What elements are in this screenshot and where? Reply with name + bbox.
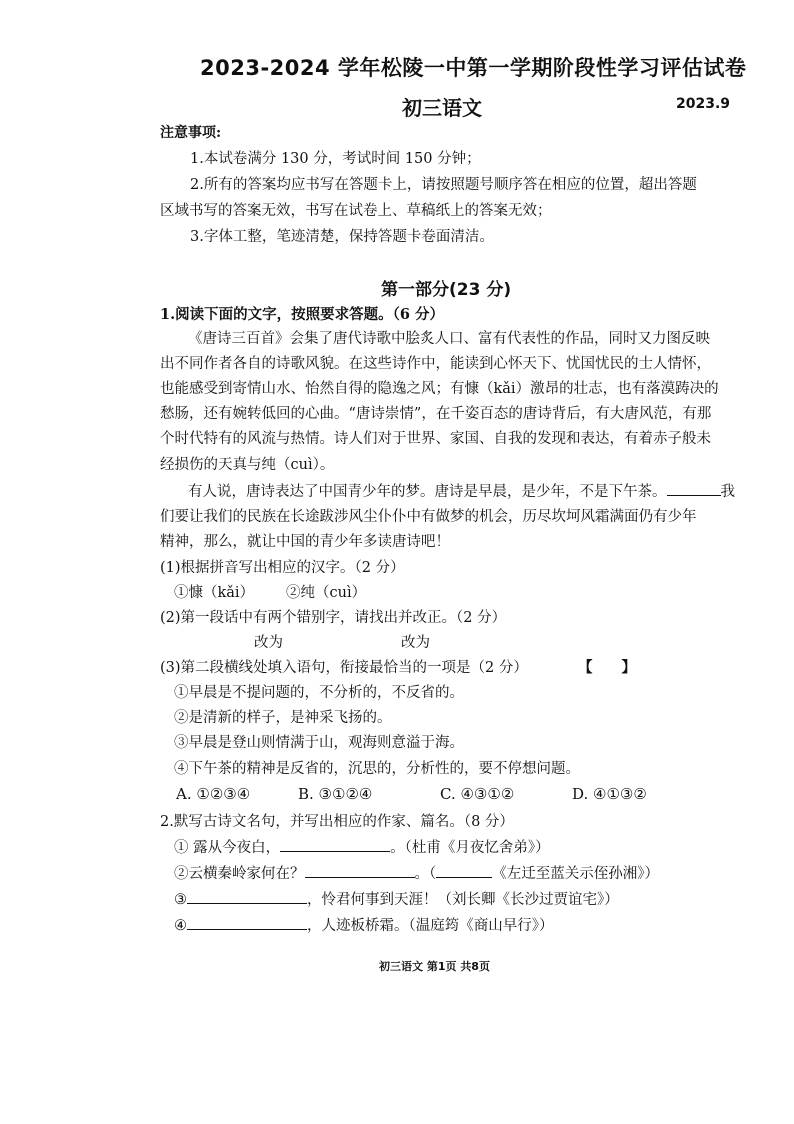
q1-p1-line6: 经损伤的天真与纯（cuì）。 [160,457,335,473]
q1-p1-line4: 愁肠，还有婉转低回的心曲。“唐诗崇情”，在千姿百态的唐诗背后，有大唐风范，有那 [160,406,712,422]
page-footer: 初三语文 第1页 共8页 [379,960,490,973]
q1-p1-line1: 《唐诗三百首》会集了唐代诗歌中脍炙人口、富有代表性的作品，同时又力图反映 [188,331,710,347]
q2-item-2-mid: 。（ [414,866,437,882]
q2-item-2-num: ② [174,866,189,882]
q1-p2-blank[interactable] [667,483,721,496]
q2-item-4 [174,914,554,935]
q1-sub1-option-2: ②纯（cuì） [286,585,367,601]
q1-sub3-choice-a[interactable]: A. ①②③④ [176,785,251,803]
q1-sub3-choice-d[interactable]: D. ④①③② [572,785,647,803]
q2-item-1-blank[interactable] [280,839,390,852]
q1-sub3-line-1: ①早晨是不提问题的，不分析的，不反省的。 [174,685,464,701]
q1-sub3-line-2: ②是清新的样子，是神采飞扬的。 [174,710,392,726]
q1-p2-line1-end: 我 [720,484,735,500]
q2-item-2-pre: 云横秦岭家何在？ [188,866,305,882]
q1-sub1-option-1: ①慷（kǎi） [174,585,255,601]
q1-sub3-choice-c[interactable]: C. ④③①② [440,785,515,803]
q2-item-3-post: ，怜君何事到天涯！（刘长卿《长沙过贾谊宅》） [307,892,619,908]
note-item-1: 1.本试卷满分 130 分，考试时间 150 分钟； [190,151,481,167]
q1-p2-line1-text: 有人说，唐诗表达了中国青少年的梦。唐诗是早晨，是少年，不是下午茶。 [188,484,667,500]
q2-item-2-blank-1[interactable] [305,865,415,878]
q2-item-3 [174,888,619,909]
note-item-2-cont: 区域书写的答案无效，书写在试卷上、草稿纸上的答案无效； [160,203,552,219]
q2-item-1 [174,836,550,857]
q2-prompt: 2.默写古诗文名句，并写出相应的作家、篇名。（8 分） [160,814,514,830]
q2-item-4-num: ④ [174,918,187,934]
note-item-2: 2.所有的答案均应书写在答题卡上，请按照题号顺序答在相应的位置，超出答题 [190,177,697,193]
q2-item-2-post: 《左迁至蓝关示侄孙湘》） [492,866,659,882]
exam-date: 2023.9 [676,96,731,112]
q1-p1-line5: 个时代特有的风流与热情。诗人们对于世界、家国、自我的发现和表达，有着赤子般未 [160,431,711,447]
note-item-3: 3.字体工整，笔迹清楚，保持答题卡卷面清洁。 [190,229,494,245]
q2-item-2-blank-2[interactable] [436,865,492,878]
q1-sub3-choice-b[interactable]: B. ③①②④ [298,785,373,803]
q1-p2-line1 [188,480,735,501]
q2-item-2 [174,862,659,883]
q1-p1-line2: 出不同作者各自的诗歌风貌。在这些诗作中，能读到心怀天下、忧国忧民的士人情怀， [160,356,711,372]
q1-sub3-answer-bracket[interactable]: 【 】 [578,659,636,676]
q2-item-1-post: 。（杜甫《月夜忆舍弟》） [390,840,550,856]
q1-p2-line2: 们要让我们的民族在长途跋涉风尘仆仆中有做梦的机会，历尽坎坷风霜满面仍有少年 [160,509,697,525]
q2-item-3-num: ③ [174,892,187,908]
q2-item-1-pre: 露从今夜白， [193,840,281,856]
exam-title: 2023-2024 学年松陵一中第一学期阶段性学习评估试卷 [200,56,747,80]
q1-sub1-prompt: (1)根据拼音写出相应的汉字。（2 分） [160,560,405,576]
q1-sub2-fix-2: 改为 [401,635,430,651]
part1-heading: 第一部分(23 分) [381,280,512,300]
q1-sub3-line-4: ④下午茶的精神是反省的，沉思的，分析性的，要不停想问题。 [174,761,580,777]
q1-sub2-prompt: (2)第一段话中有两个错别字，请找出并改正。（2 分） [160,610,507,626]
q1-p2-line3: 精神，那么，就让中国的青少年多读唐诗吧！ [160,534,450,550]
q2-item-3-blank[interactable] [187,891,307,904]
q2-item-4-blank[interactable] [187,917,307,930]
q1-sub2-fix-1: 改为 [254,635,283,651]
notes-heading: 注意事项: [160,125,222,141]
q1-sub3-prompt: (3)第二段横线处填入语句，衔接最恰当的一项是（2 分） [160,660,528,676]
q1-p1-line3: 也能感受到寄情山水、怡然自得的隐逸之风；有慷（kǎi）激昂的壮志，也有落漠踌决的 [160,381,719,397]
q1-sub3-line-3: ③早晨是登山则情满于山，观海则意溢于海。 [174,735,464,751]
exam-subtitle: 初三语文 [402,96,482,120]
q1-prompt: 1.阅读下面的文字，按照要求答题。（6 分） [160,306,445,323]
q2-item-4-post: ，人迹板桥霜。（温庭筠《商山早行》） [307,918,554,934]
q2-item-1-num: ① [174,840,189,856]
